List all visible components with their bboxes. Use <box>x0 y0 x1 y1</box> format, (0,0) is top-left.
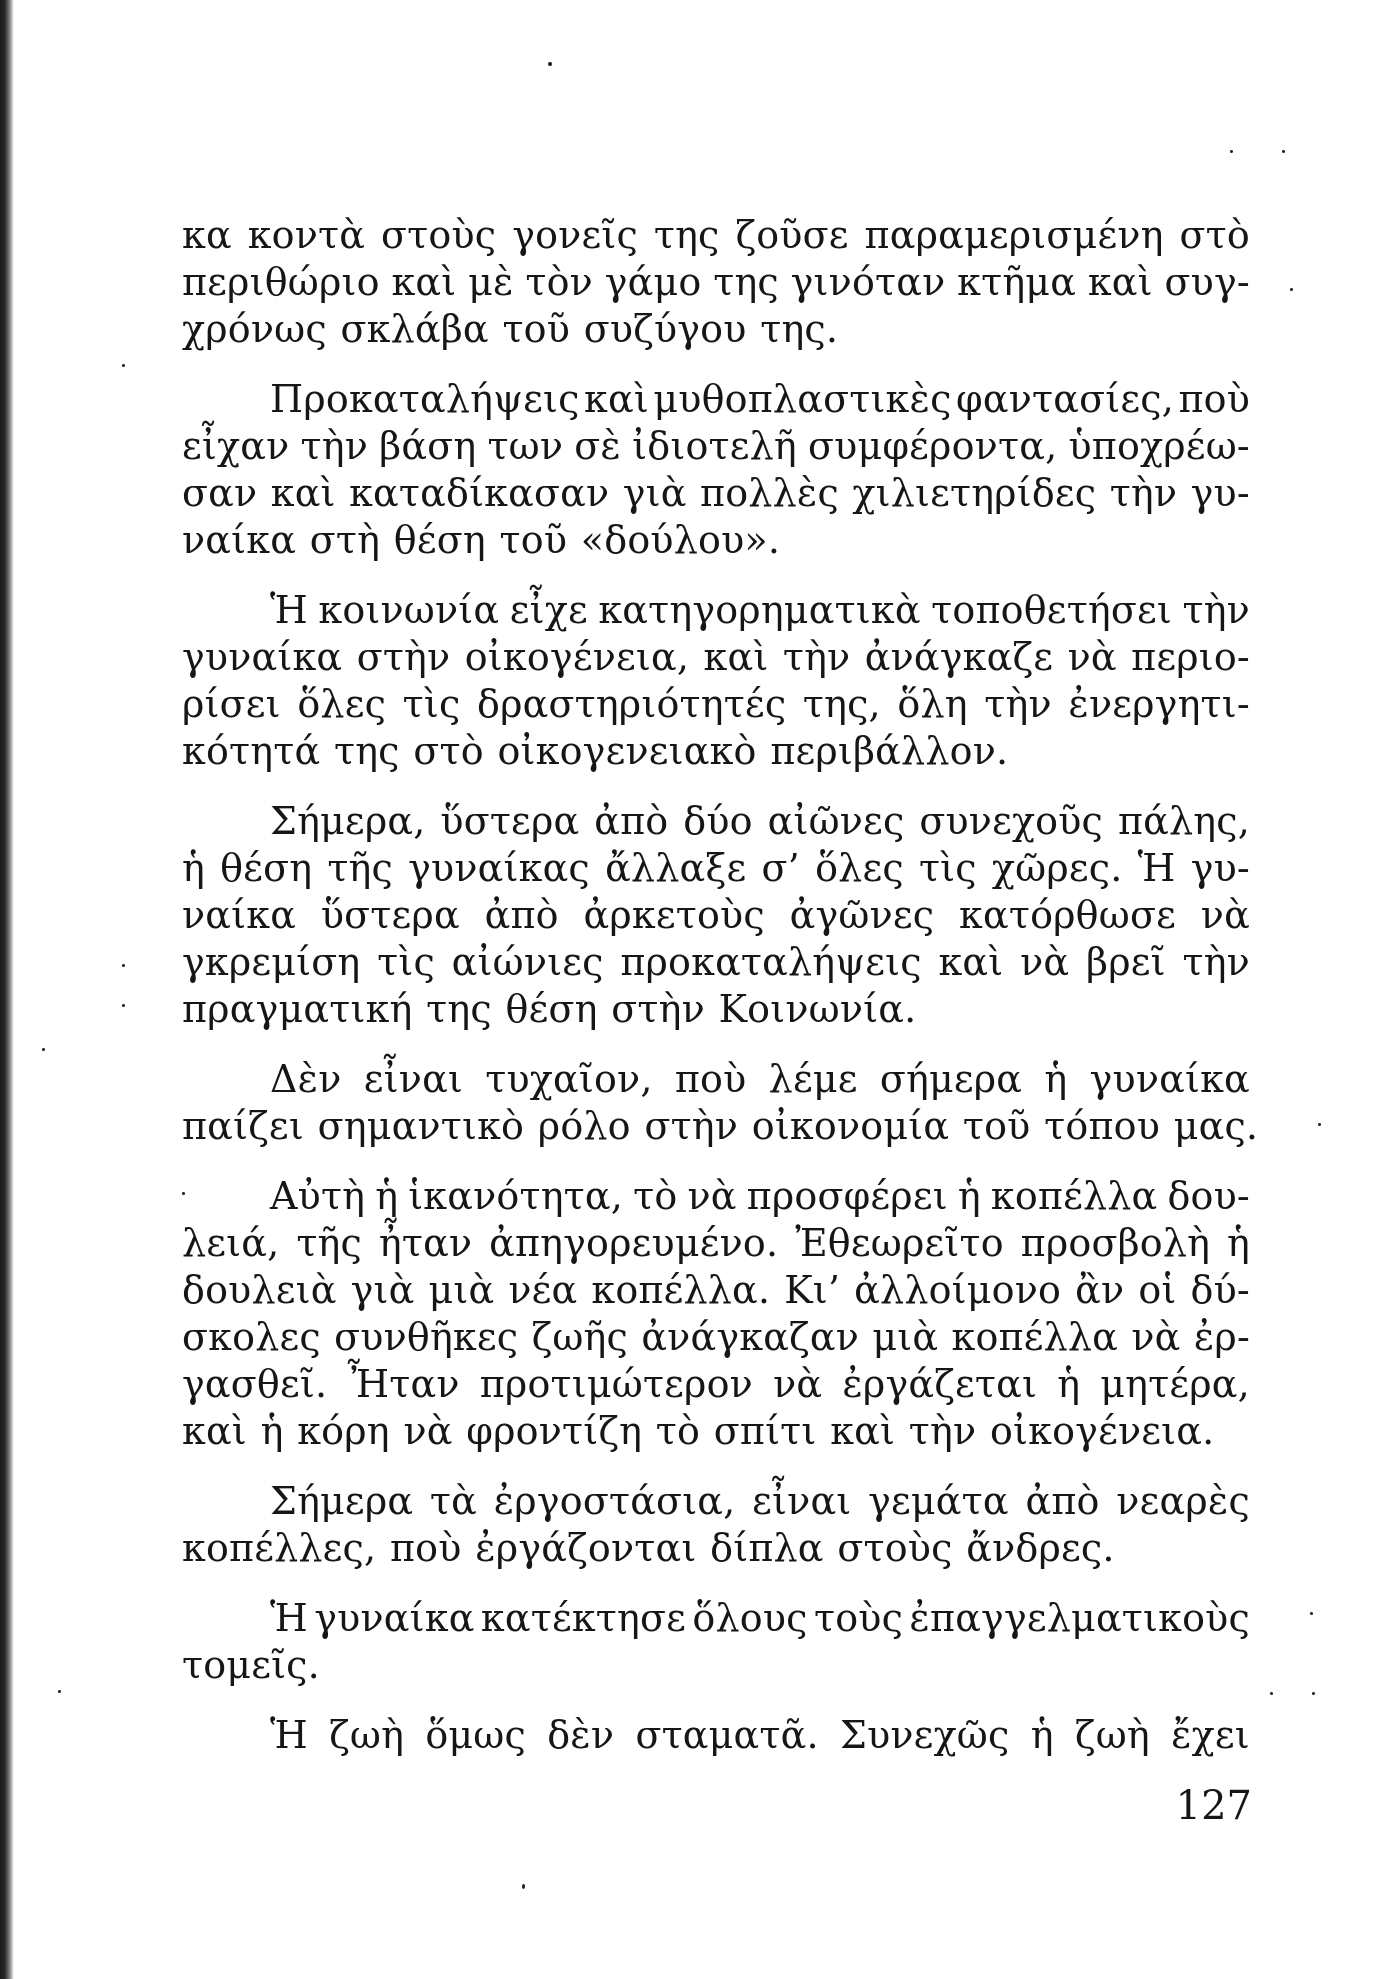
text-line: παίζει σημαντικὸ ρόλο στὴν οἰκονομία τοῦ τόπου μας. <box>182 1104 1259 1148</box>
text-line: περιθώριο καὶ μὲ τὸν γάμο της γινόταν κτῆμα καὶ συγ- <box>182 260 1250 304</box>
text-line: γυναίκα στὴν οἰκογένεια, καὶ τὴν ἀνάγκαζε νὰ περιο- <box>182 635 1250 679</box>
text-line: ἡ θέση τῆς γυναίκας ἄλλαξε σ’ ὅλες τὶς χῶρες. Ἡ γυ- <box>182 846 1250 890</box>
page-number: 127 <box>1175 1783 1252 1829</box>
text-line: Σήμερα τὰ ἐργοστάσια, εἶναι γεμάτα ἀπὸ νεαρὲς <box>270 1479 1250 1523</box>
text-line: δουλειὰ γιὰ μιὰ νέα κοπέλλα. Κι’ ἀλλοίμονο ἂν οἱ δύ- <box>182 1268 1250 1312</box>
scan-speck <box>548 62 552 66</box>
text-line: τομεῖς. <box>182 1643 320 1687</box>
text-line: κότητά της στὸ οἰκογενειακὸ περιβάλλον. <box>182 729 1009 773</box>
paragraph <box>182 1712 1250 1759</box>
text-line: Σήμερα, ὕστερα ἀπὸ δύο αἰῶνες συνεχοῦς πάλης, <box>270 799 1250 843</box>
text-line: σκολες συνθῆκες ζωῆς ἀνάγκαζαν μιὰ κοπέλλα νὰ ἐρ- <box>182 1315 1250 1359</box>
paragraph <box>182 587 1250 775</box>
paragraph <box>182 376 1250 564</box>
scan-speck <box>1312 1692 1315 1695</box>
text-line: ναίκα στὴ θέση τοῦ «δούλου». <box>182 518 781 562</box>
paragraph <box>182 1056 1259 1150</box>
paragraph <box>182 1478 1250 1572</box>
scan-speck <box>122 964 125 967</box>
scan-speck <box>122 364 125 367</box>
text-line: Αὐτὴ ἡ ἱκανότητα, τὸ νὰ προσφέρει ἡ κοπέλλα δου- <box>270 1174 1250 1218</box>
scan-speck <box>1318 1123 1321 1126</box>
text-line: Δὲν εἶναι τυχαῖον, ποὺ λέμε σήμερα ἡ γυναίκα <box>270 1057 1250 1101</box>
scan-speck <box>1270 1692 1273 1695</box>
text-line: σαν καὶ καταδίκασαν γιὰ πολλὲς χιλιετηρίδες τὴν γυ- <box>182 471 1250 515</box>
text-line: κοπέλλες, ποὺ ἐργάζονται δίπλα στοὺς ἄνδρες. <box>182 1526 1115 1570</box>
text-line: χρόνως σκλάβα τοῦ συζύγου της. <box>182 307 839 351</box>
scan-speck <box>182 1192 185 1195</box>
scan-speck <box>522 1884 525 1889</box>
text-line: ρίσει ὅλες τὶς δραστηριότητές της, ὅλη τὴν ἐνεργητι- <box>182 682 1250 726</box>
paragraph <box>182 798 1250 1033</box>
text-line: εἶχαν τὴν βάση των σὲ ἰδιοτελῆ συμφέροντα, ὑποχρέω- <box>182 424 1250 468</box>
text-line: κα κοντὰ στοὺς γονεῖς της ζοῦσε παραμερισμένη στὸ <box>182 213 1250 257</box>
text-line: γκρεμίση τὶς αἰώνιες προκαταλήψεις καὶ νὰ βρεῖ τὴν <box>182 940 1250 984</box>
scan-speck <box>1282 150 1285 153</box>
text-line: πραγματική της θέση στὴν Κοινωνία. <box>182 987 917 1031</box>
body-text <box>182 212 1259 1782</box>
scan-speck <box>1290 288 1293 291</box>
page-binding-edge <box>0 0 14 1979</box>
text-line: Ἡ γυναίκα κατέκτησε ὅλους τοὺς ἐπαγγελματικοὺς <box>270 1596 1250 1640</box>
scan-speck <box>42 1048 45 1051</box>
paragraph <box>182 1173 1250 1455</box>
scan-speck <box>1230 150 1233 153</box>
text-line: λειά, τῆς ἦταν ἀπηγορευμένο. Ἐθεωρεῖτο προσβολὴ ἡ <box>182 1221 1250 1265</box>
text-line: Ἡ ζωὴ ὅμως δὲν σταματᾶ. Συνεχῶς ἡ ζωὴ ἔχει <box>270 1713 1250 1757</box>
text-line: γασθεῖ. Ἦταν προτιμώτερον νὰ ἐργάζεται ἡ μητέρα, <box>182 1362 1250 1406</box>
paragraph <box>182 1595 1250 1689</box>
text-line: ναίκα ὕστερα ἀπὸ ἀρκετοὺς ἀγῶνες κατόρθωσε νὰ <box>182 893 1250 937</box>
paragraph <box>182 212 1250 353</box>
scan-speck <box>122 1004 125 1007</box>
scan-speck <box>58 1690 61 1693</box>
text-line: καὶ ἡ κόρη νὰ φροντίζη τὸ σπίτι καὶ τὴν οἰκογένεια. <box>182 1409 1215 1453</box>
scan-speck <box>1310 1612 1313 1615</box>
text-line: Ἡ κοινωνία εἶχε κατηγορηματικὰ τοποθετήσει τὴν <box>270 588 1250 632</box>
text-line: Προκαταλήψεις καὶ μυθοπλαστικὲς φαντασίες, ποὺ <box>270 377 1250 421</box>
